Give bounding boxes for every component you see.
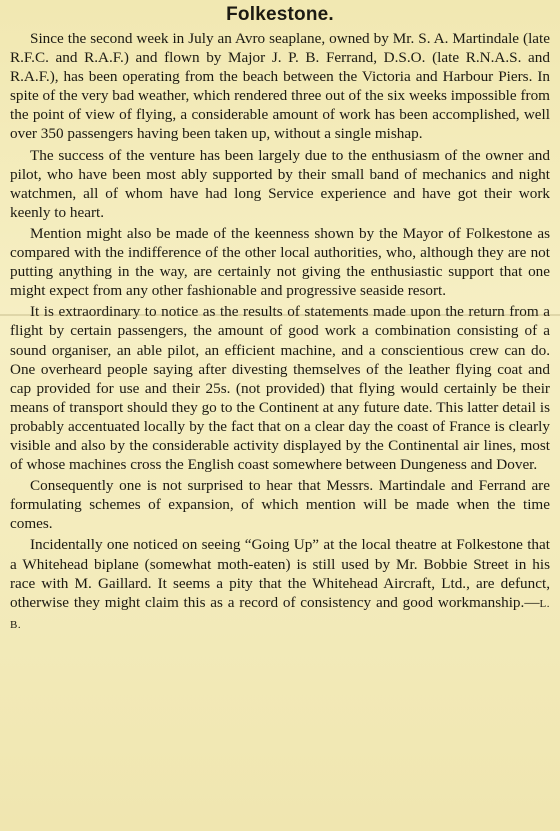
paragraph-4: It is extraordinary to notice as the results of statements made upon the return from a flight by certain passengers, the amount of good work a combination consisting of a sound organiser, an able pilot, an efficient machine, and a conscientious crew can do. One overheard people saying after divesting themselves of the leather flying coat and cap provided for use and their 25s. (not provided) that flying would certainly be their means of transport should they go to the Continent at any future date. This latter detail is probably accentuated locally by the fact that on a clear day the coast of France is clearly visible and also by the considerable activity displayed by the Continental air lines, most of whose machines cross the English coast somewhere between Dungeness and Dover.	[10, 303, 550, 474]
paragraph-6	[10, 535, 550, 634]
paragraph-1: Since the second week in July an Avro seaplane, owned by Mr. S. A. Martindale (late R.F.C. and R.A.F.) and flown by Major J. P. B. Ferrand, D.S.O. (late R.N.A.S. and R.A.F.), has been operating from the beach between the Victoria and Harbour Piers. In spite of the very bad weather, which rendered three out of the six weeks impossible from the point of view of flying, a considerable amount of work has been accomplished, well over 350 passengers having been taken up, without a single mishap.	[10, 30, 550, 143]
paragraph-5: Consequently one is not surprised to hear that Messrs. Martindale and Ferrand are formulating schemes of expansion, of which mention will be made when the time comes.	[10, 477, 550, 533]
paper-crease	[0, 314, 560, 316]
article-title: Folkestone.	[226, 4, 334, 25]
paragraph-2: The success of the venture has been largely due to the enthusiasm of the owner and pilot, who have been most ably supported by their small band of mechanics and night watchmen, all of whom have had long Service experience and have got their work keenly to heart.	[10, 146, 550, 221]
author-signature: L. B.	[10, 597, 550, 631]
paragraph-6-text: Incidentally one noticed on seeing “Going Up” at the local theatre at Folkestone that a Whitehead biplane (somewhat moth-eaten) is still used by Mr. Bobbie Street in his race with M. Gaillard. It seems a pity that the Whitehead Aircraft, Ltd., are defunct, otherwise they might claim this as a record of consistency and good workmanship.—	[10, 536, 550, 611]
paragraph-3: Mention might also be made of the keenness shown by the Mayor of Folkestone as compared with the indifference of the other local authorities, who, although they are not putting anything in the way, are certainly not giving the enthusiastic support that one might expect from any other fashionable and progressive seaside resort.	[10, 224, 550, 300]
